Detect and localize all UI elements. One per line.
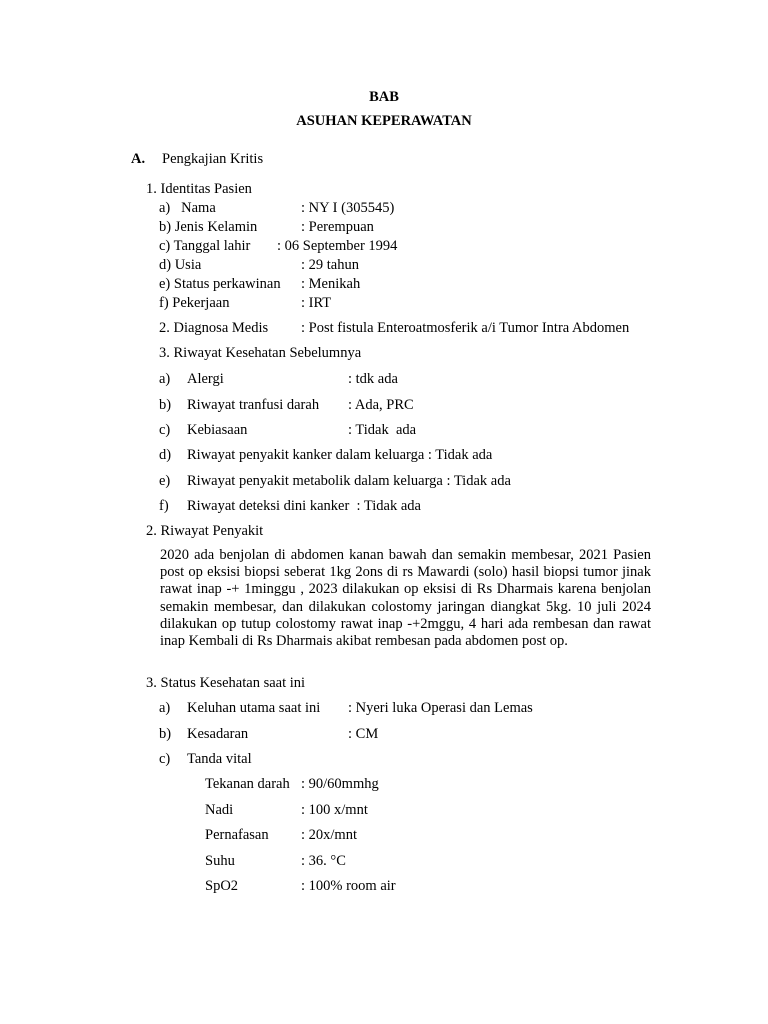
riwayat-label-tranfusi: Riwayat tranfusi darah	[187, 397, 320, 413]
identitas-label-usia: d) Usia	[159, 257, 202, 273]
riwayat-penyakit-paragraph: 2020 ada benjolan di abdomen kanan bawah dan semakin membesar, 2021 Pasien post op eksisi biopsi seberat 1kg 2ons di rs Mawardi (solo) hasil biopsi tumor jinak rawat inap -+ 1minggu , 2023 dilakukan op eksisi di Rs Dharmais karena benjolan semakin membesar, dan dilakukan colostomy jaringan diangkat 5kg. 10 juli 2024 dilakukan op tutup colostomy rawat inap -+2mggu, 4 hari ada rembesan dan rawat inap Kembali di Rs Dharmais akibat rembesan pada abdomen post op.	[160, 547, 651, 650]
riwayat-value-tranfusi: : Ada, PRC	[348, 397, 414, 413]
riwayat-marker: f)	[159, 498, 169, 514]
riwayat-label-kebiasaan: Kebiasaan	[187, 422, 248, 438]
identitas-label-tanggal-lahir: c) Tanggal lahir	[159, 238, 251, 254]
riwayat-marker: c)	[159, 422, 171, 438]
status-marker: c)	[159, 751, 171, 767]
identitas-value-jenis-kelamin: : Perempuan	[301, 219, 374, 235]
vital-label-nadi: Nadi	[205, 802, 234, 818]
riwayat-value-alergi: : tdk ada	[348, 371, 398, 387]
riwayat-penyakit-heading: 2. Riwayat Penyakit	[146, 523, 264, 539]
riwayat-marker: e)	[159, 473, 171, 489]
status-label-kesadaran: Kesadaran	[187, 726, 249, 742]
vital-value-suhu: : 36. °C	[301, 853, 346, 869]
status-marker: a)	[159, 700, 171, 716]
status-label-keluhan: Keluhan utama saat ini	[187, 700, 321, 716]
riwayat-label-alergi: Alergi	[187, 371, 224, 387]
vital-value-nadi: : 100 x/mnt	[301, 802, 368, 818]
vital-label-tekanan-darah: Tekanan darah	[205, 776, 290, 792]
status-label-tanda-vital: Tanda vital	[187, 751, 252, 767]
riwayat-kanker-keluarga: Riwayat penyakit kanker dalam keluarga : Tidak ada	[187, 447, 493, 463]
identitas-value-nama: : NY I (305545)	[301, 200, 395, 216]
vital-label-spo2: SpO2	[205, 878, 239, 894]
vital-value-pernafasan: : 20x/mnt	[301, 827, 357, 843]
vital-label-pernafasan: Pernafasan	[205, 827, 269, 843]
status-marker: b)	[159, 726, 172, 742]
page-title: ASUHAN KEPERAWATAN	[296, 113, 472, 129]
identitas-value-pekerjaan: : IRT	[301, 295, 332, 311]
riwayat-metabolik-keluarga: Riwayat penyakit metabolik dalam keluarga : Tidak ada	[187, 473, 511, 489]
riwayat-marker: a)	[159, 371, 171, 387]
riwayat-marker: b)	[159, 397, 172, 413]
status-value-keluhan: : Nyeri luka Operasi dan Lemas	[348, 700, 533, 716]
identitas-label-nama: a) Nama	[159, 200, 216, 216]
status-kesehatan-heading: 3. Status Kesehatan saat ini	[146, 675, 306, 691]
vital-value-spo2: : 100% room air	[301, 878, 396, 894]
riwayat-deteksi-dini: Riwayat deteksi dini kanker : Tidak ada	[187, 498, 421, 514]
riwayat-kesehatan-heading: 3. Riwayat Kesehatan Sebelumnya	[159, 345, 362, 361]
identitas-value-status-perkawinan: : Menikah	[301, 276, 361, 292]
identitas-value-usia: : 29 tahun	[301, 257, 359, 273]
chapter-label: BAB	[369, 89, 399, 105]
riwayat-value-kebiasaan: : Tidak ada	[348, 422, 417, 438]
section-marker: A.	[131, 151, 146, 167]
section-title: Pengkajian Kritis	[162, 151, 264, 167]
diagnosa-label: 2. Diagnosa Medis	[159, 320, 269, 336]
identitas-label-status-perkawinan: e) Status perkawinan	[159, 276, 281, 292]
riwayat-marker: d)	[159, 447, 172, 463]
identitas-value-tanggal-lahir: : 06 September 1994	[277, 238, 398, 254]
identitas-heading: 1. Identitas Pasien	[146, 181, 252, 197]
status-value-kesadaran: : CM	[348, 726, 379, 742]
vital-value-tekanan-darah: : 90/60mmhg	[301, 776, 379, 792]
vital-label-suhu: Suhu	[205, 853, 235, 869]
diagnosa-value: : Post fistula Enteroatmosferik a/i Tumor Intra Abdomen	[301, 320, 630, 336]
identitas-label-pekerjaan: f) Pekerjaan	[159, 295, 230, 311]
identitas-label-jenis-kelamin: b) Jenis Kelamin	[159, 219, 258, 235]
